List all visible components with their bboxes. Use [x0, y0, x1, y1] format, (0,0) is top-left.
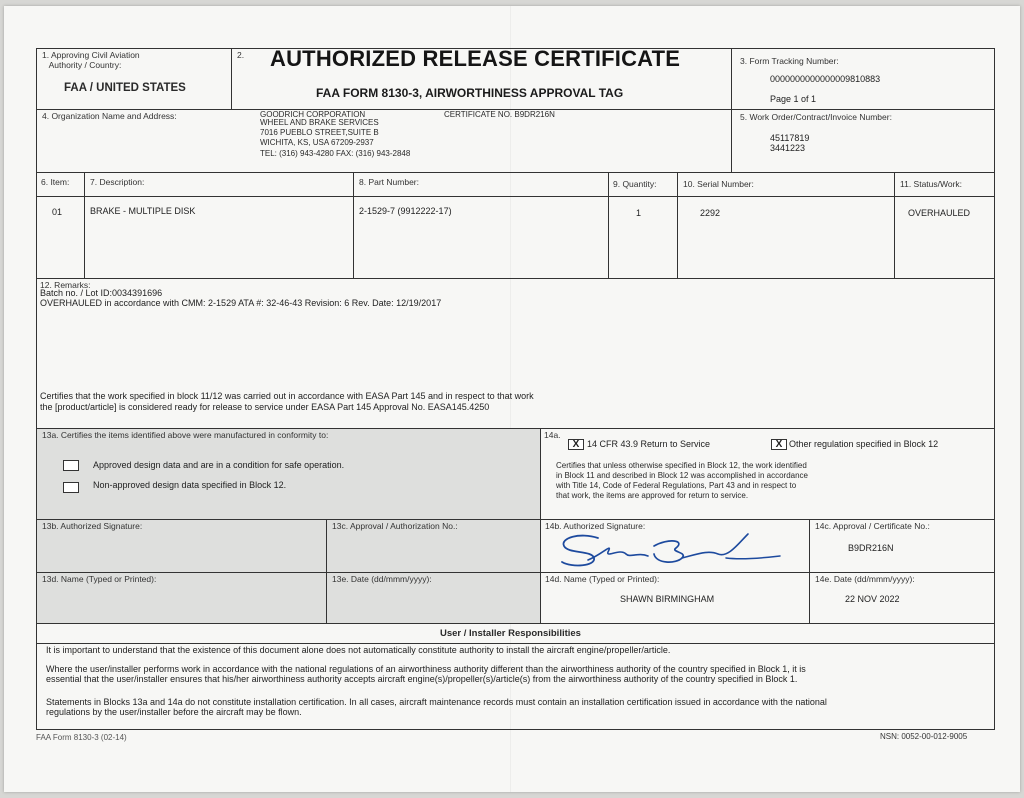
document-title: AUTHORIZED RELEASE CERTIFICATE — [270, 46, 681, 71]
block14a-certifies-3: with Title 14, Code of Federal Regulations, Part 43 and in respect to — [556, 481, 797, 490]
nsn-number: NSN: 0052-00-012-9005 — [880, 732, 968, 741]
remarks-label: 12. Remarks: — [40, 280, 91, 290]
block14a-label: 14a. — [544, 430, 561, 440]
description-header: 7. Description: — [90, 177, 145, 187]
org-division: WHEEL AND BRAKE SERVICES — [260, 118, 379, 127]
block3-label: 3. Form Tracking Number: — [740, 56, 839, 66]
org-street: 7016 PUEBLO STREET,SUITE B — [260, 128, 379, 137]
responsibilities-p2-2: essential that the user/installer ensures that his/her airworthiness authority accepts aircraft engine(s)/propeller(s)/article(s) from the airworthiness authority of the country specified in Block 1. — [46, 674, 798, 684]
status-work-value: OVERHAULED — [908, 208, 971, 218]
org-name: GOODRICH CORPORATION — [260, 110, 366, 119]
block14e-label: 14e. Date (dd/mmm/yyyy): — [815, 574, 915, 584]
return-to-service-label: 14 CFR 43.9 Return to Service — [587, 439, 711, 449]
description-value: BRAKE - MULTIPLE DISK — [90, 206, 196, 216]
block2-label: 2. — [237, 50, 245, 60]
status-work-header: 11. Status/Work: — [900, 179, 963, 189]
block5-label: 5. Work Order/Contract/Invoice Number: — [740, 112, 892, 122]
approval-certificate-number: B9DR216N — [848, 543, 894, 553]
responsibilities-p3-1: Statements in Blocks 13a and 14a do not constitute installation certification. In all cases, aircraft maintenance records must contain an installation certification issued in accordance with the national — [46, 697, 827, 707]
part-number-value: 2-1529-7 (9912222-17) — [359, 206, 452, 216]
approved-design-checkbox[interactable] — [63, 460, 79, 471]
remarks-certifies-2: the [product/article] is considered ready for release to service under EASA Part 145 Approval No. EASA145.4250 — [40, 402, 490, 412]
block13c-label: 13c. Approval / Authorization No.: — [332, 521, 458, 531]
block14c-label: 14c. Approval / Certificate No.: — [815, 521, 930, 531]
invoice-number: 3441223 — [770, 143, 806, 153]
block13b-label: 13b. Authorized Signature: — [42, 521, 143, 531]
approved-design-label: Approved design data and are in a condition for safe operation. — [93, 460, 345, 470]
form-tracking-number: 0000000000000009810883 — [770, 74, 881, 84]
certificate-number: CERTIFICATE NO. B9DR216N — [444, 110, 555, 119]
block14d-label: 14d. Name (Typed or Printed): — [545, 574, 660, 584]
other-regulation-checkbox[interactable]: X — [771, 439, 787, 450]
signer-name: SHAWN BIRMINGHAM — [620, 594, 715, 604]
form-number: FAA Form 8130-3 (02-14) — [36, 733, 127, 742]
item-header: 6. Item: — [41, 177, 70, 187]
block14b-label: 14b. Authorized Signature: — [545, 521, 646, 531]
block14a-certifies-2: in Block 11 and described in Block 12 was accomplished in accordance — [556, 471, 808, 480]
block1-label: 1. Approving Civil Aviation Authority / Country: — [42, 50, 140, 70]
non-approved-design-label: Non-approved design data specified in Block 12. — [93, 480, 287, 490]
block14a-certifies-4: that work, the items are approved for return to service. — [556, 491, 749, 500]
return-to-service-checkbox[interactable]: X — [568, 439, 584, 450]
quantity-header: 9. Quantity: — [613, 179, 657, 189]
item-value: 01 — [52, 207, 63, 217]
approving-authority: FAA / UNITED STATES — [64, 82, 186, 94]
responsibilities-p1: It is important to understand that the existence of this document alone does not automatically constitute authority to install the aircraft engine/propeller/article. — [46, 645, 671, 655]
authorized-signature — [558, 524, 788, 570]
non-approved-design-checkbox[interactable] — [63, 482, 79, 493]
serial-number-value: 2292 — [700, 208, 721, 218]
document-subtitle: FAA FORM 8130-3, AIRWORTHINESS APPROVAL TAG — [316, 86, 624, 100]
serial-number-header: 10. Serial Number: — [683, 179, 754, 189]
quantity-value: 1 — [636, 208, 642, 218]
responsibilities-p3-2: regulations by the user/installer before the aircraft may be flown. — [46, 707, 302, 717]
page-number: Page 1 of 1 — [770, 94, 817, 104]
block13e-label: 13e. Date (dd/mmm/yyyy): — [332, 574, 432, 584]
remarks-overhaul: OVERHAULED in accordance with CMM: 2-1529 ATA #: 32-46-43 Revision: 6 Rev. Date: 12/19/2017 — [40, 298, 442, 308]
org-phone: TEL: (316) 943-4280 FAX: (316) 943-2848 — [260, 149, 411, 158]
part-number-header: 8. Part Number: — [359, 177, 419, 187]
remarks-certifies-1: Certifies that the work specified in block 11/12 was carried out in accordance with EASA Part 145 and in respect to that work — [40, 391, 534, 401]
signature-date: 22 NOV 2022 — [845, 594, 900, 604]
block13a-label: 13a. Certifies the items identified above were manufactured in conformity to: — [42, 430, 329, 440]
block4-label: 4. Organization Name and Address: — [42, 111, 177, 121]
block14a-certifies-1: Certifies that unless otherwise specified in Block 12, the work identified — [556, 461, 807, 470]
other-regulation-label: Other regulation specified in Block 12 — [789, 439, 939, 449]
work-order-number: 45117819 — [770, 133, 810, 143]
responsibilities-title: User / Installer Responsibilities — [440, 628, 581, 639]
org-city: WICHITA, KS, USA 67209-2937 — [260, 138, 374, 147]
block13d-label: 13d. Name (Typed or Printed): — [42, 574, 157, 584]
responsibilities-p2-1: Where the user/installer performs work in accordance with the national regulations of an airworthiness authority different than the airworthiness authority of the country specified in Block 1, it is — [46, 664, 806, 674]
remarks-batch: Batch no. / Lot ID:0034391696 — [40, 288, 163, 298]
